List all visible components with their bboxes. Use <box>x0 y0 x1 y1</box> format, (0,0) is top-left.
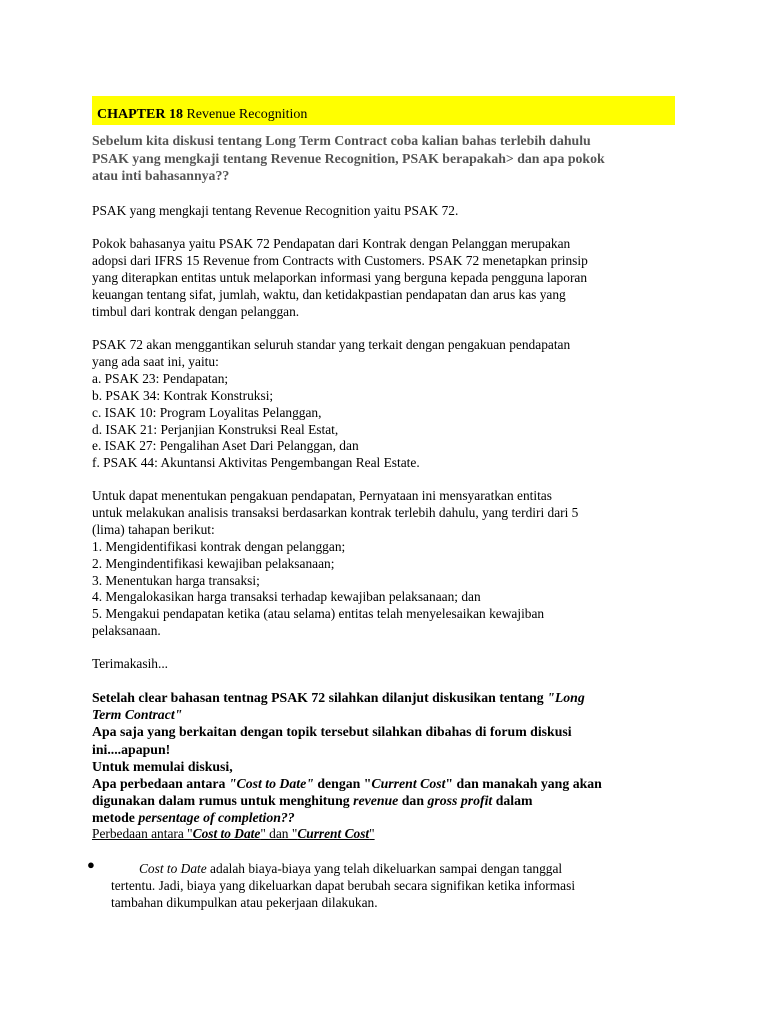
follow-line-2 <box>92 706 672 723</box>
chapter-label: CHAPTER 18 <box>97 107 183 122</box>
follow-line-4: ini....apapun! <box>92 741 171 757</box>
standard-item: b. PSAK 34: Kontrak Konstruksi; <box>92 387 274 403</box>
follow-text: digunakan dalam rumus untuk menghitung <box>92 793 354 809</box>
follow-italic: "Long <box>547 690 585 705</box>
follow-line-8 <box>92 809 672 826</box>
bullet-dot-icon: ● <box>87 857 95 872</box>
intro-question <box>92 132 672 185</box>
bullet-line-2: tertentu. Jadi, biaya yang dikeluarkan dapat berubah secara signifikan ketika informasi <box>111 878 576 893</box>
standard-item: f. PSAK 44: Akuntansi Aktivitas Pengembangan Real Estate. <box>92 455 420 471</box>
diff-text: " dan " <box>260 826 298 841</box>
follow-line-6 <box>92 775 672 792</box>
diff-text: " <box>369 826 375 841</box>
replace-intro-line: yang ada saat ini, yaitu: <box>92 353 219 369</box>
standard-item: c. ISAK 10: Program Loyalitas Pelanggan, <box>92 404 322 420</box>
follow-text: dan <box>398 793 428 809</box>
follow-line-3: Apa saja yang berkaitan dengan topik tersebut silahkan dibahas di forum diskusi <box>92 724 572 740</box>
follow-italic: "Cost to Date" <box>228 776 314 792</box>
follow-text: Setelah clear bahasan tentnag PSAK 72 silahkan dilanjut diskusikan tentang <box>92 690 548 705</box>
follow-line-5: Untuk memulai diskusi, <box>92 758 233 774</box>
follow-line-7 <box>92 792 672 809</box>
follow-text: dengan " <box>313 776 372 792</box>
thanks-text: Terimakasih... <box>92 656 169 671</box>
chapter-banner <box>92 96 675 125</box>
step-item: pelaksanaan. <box>92 623 161 639</box>
bullet-item <box>111 860 671 911</box>
standard-item: e. ISAK 27: Pengalihan Aset Dari Pelanggan, dan <box>92 438 359 454</box>
bullet-text: adalah biaya-biaya yang telah dikeluarkan sampai dengan tanggal <box>206 861 563 876</box>
pokok-line: adopsi dari IFRS 15 Revenue from Contracts with Customers. PSAK 72 menetapkan prinsip <box>92 252 588 268</box>
follow-text: Apa perbedaan antara <box>92 776 229 792</box>
intro-line: PSAK yang mengkaji tentang Revenue Recognition, PSAK berapakah> dan apa pokok <box>92 150 605 166</box>
diff-term: Current Cost <box>297 826 370 841</box>
bullet-line-3: tambahan dikumpulkan atau pekerjaan dilakukan. <box>111 895 378 910</box>
pokok-line: Pokok bahasanya yaitu PSAK 72 Pendapatan dari Kontrak dengan Pelanggan merupakan <box>92 236 571 251</box>
step-item: 4. Mengalokasikan harga transaksi terhadap kewajiban pelaksanaan; dan <box>92 589 481 605</box>
follow-italic: Current Cost <box>371 776 446 792</box>
bullet-term: Cost to Date <box>139 861 207 876</box>
follow-italic: persentage of completion?? <box>138 810 295 826</box>
bullet-line-1 <box>111 860 671 877</box>
pokok-line: yang diterapkan entitas untuk melaporkan informasi yang berguna kepada pengguna laporan <box>92 269 588 285</box>
follow-text: metode <box>92 810 139 826</box>
follow-up-questions <box>92 689 672 827</box>
steps-intro-line: Untuk dapat menentukan pengakuan pendapatan, Pernyataan ini mensyaratkan entitas <box>92 488 552 503</box>
follow-italic: Term Contract" <box>92 707 183 723</box>
follow-italic: revenue <box>353 793 399 809</box>
intro-line: atau inti bahasannya?? <box>92 168 230 184</box>
follow-italic: gross profit <box>427 793 493 809</box>
steps-section <box>92 488 672 640</box>
chapter-title <box>97 107 307 123</box>
standard-item: a. PSAK 23: Pendapatan; <box>92 370 229 386</box>
difference-heading <box>92 826 672 843</box>
standard-item: d. ISAK 21: Perjanjian Konstruksi Real Estat, <box>92 421 339 437</box>
pokok-line: keuangan tentang sifat, jumlah, waktu, dan ketidakpastian pendapatan dan arus kas yang <box>92 286 566 302</box>
steps-intro-line: (lima) tahapan berikut: <box>92 521 215 537</box>
pokok-paragraph <box>92 236 672 321</box>
pokok-line: timbul dari kontrak dengan pelanggan. <box>92 303 300 319</box>
follow-text: dalam <box>492 793 533 809</box>
chapter-subtitle: Revenue Recognition <box>186 107 308 122</box>
steps-intro-line: untuk melakukan analisis transaksi berdasarkan kontrak terlebih dahulu, yang terdiri dari 5 <box>92 504 579 520</box>
step-item: 3. Menentukan harga transaksi; <box>92 572 260 588</box>
replace-intro-line: PSAK 72 akan menggantikan seluruh standar yang terkait dengan pengakuan pendapatan <box>92 337 571 352</box>
standards-section <box>92 337 672 472</box>
follow-line-1 <box>92 689 672 706</box>
answer-psak: PSAK yang mengkaji tentang Revenue Recognition yaitu PSAK 72. <box>92 203 459 218</box>
follow-text: " dan manakah yang akan <box>445 776 602 792</box>
diff-term: Cost to Date <box>192 826 261 841</box>
step-item: 2. Mengindentifikasi kewajiban pelaksanaan; <box>92 555 335 571</box>
step-item: 1. Mengidentifikasi kontrak dengan pelanggan; <box>92 538 346 554</box>
step-item: 5. Mengakui pendapatan ketika (atau selama) entitas telah menyelesaikan kewajiban <box>92 606 545 622</box>
intro-line: Sebelum kita diskusi tentang Long Term Contract coba kalian bahas terlebih dahulu <box>92 133 591 148</box>
diff-text: Perbedaan antara " <box>92 826 193 841</box>
